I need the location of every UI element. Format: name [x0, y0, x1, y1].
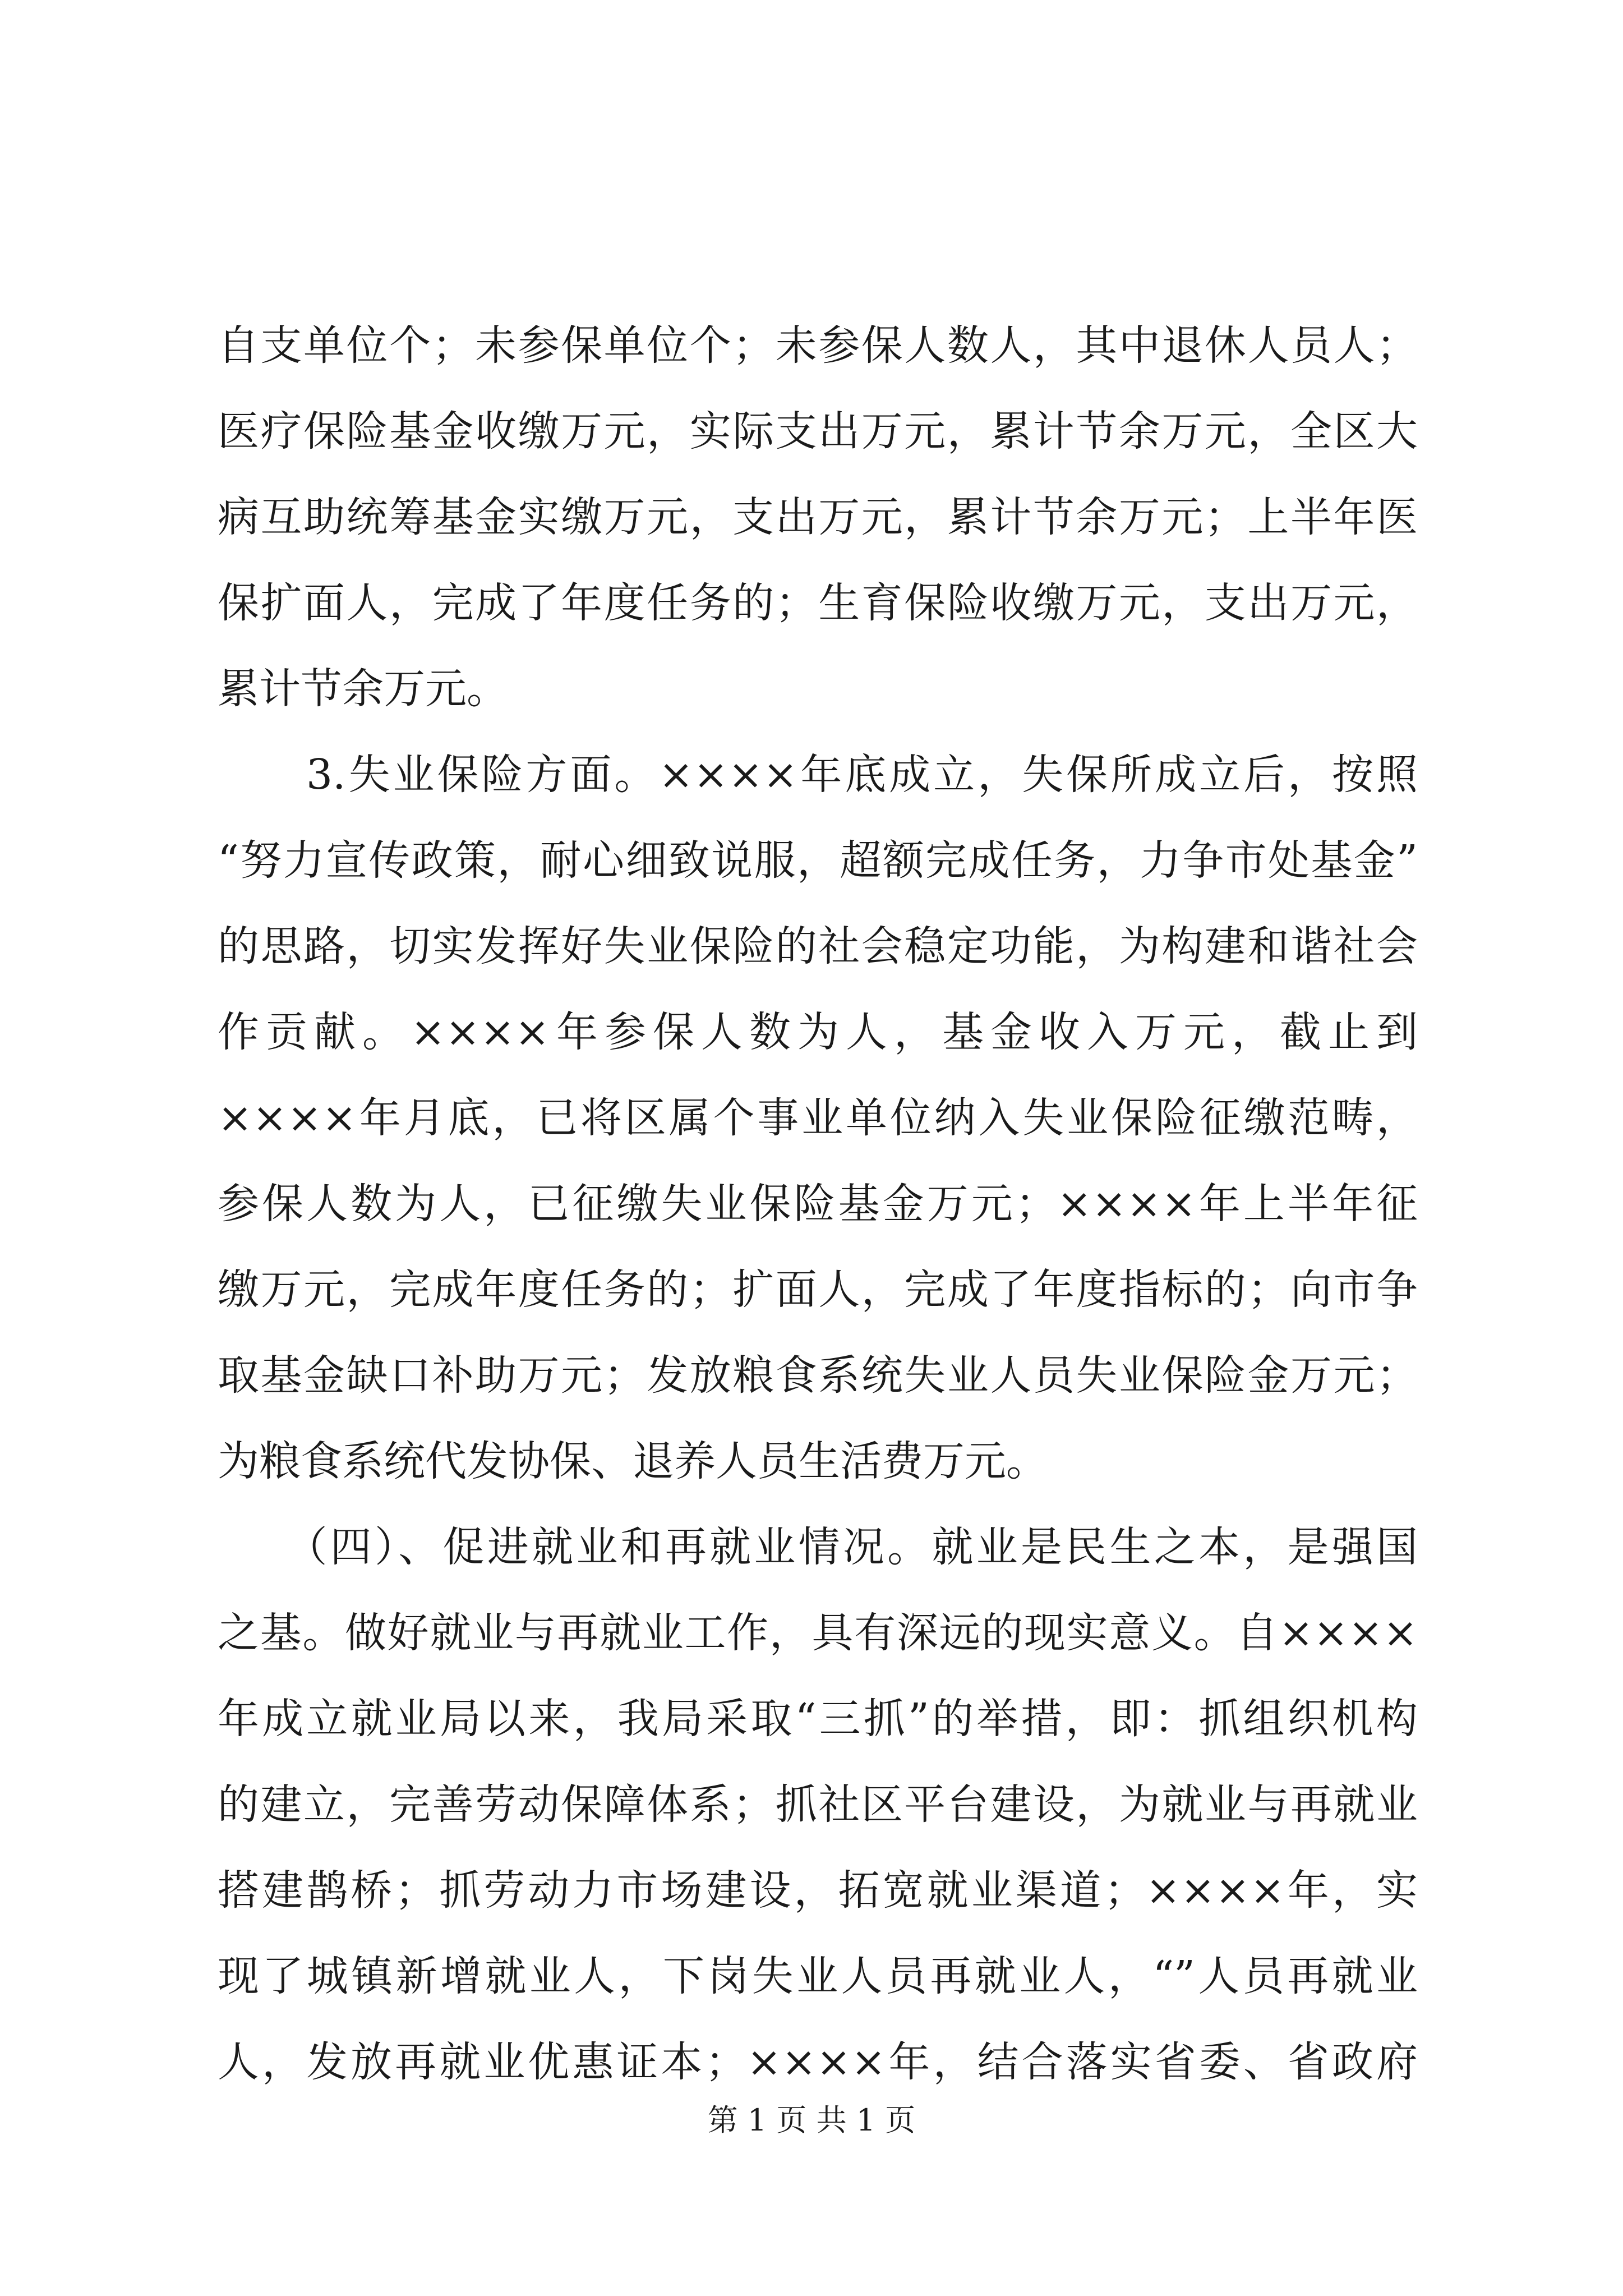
text-line: 作贡献。××××年参保人数为人，基金收入万元，截止到 — [218, 1008, 1418, 1056]
body-text — [218, 303, 1418, 2105]
text-line: “努力宣传政策，耐心细致说服，超额完成任务，力争市处基金” — [218, 836, 1418, 885]
text-line: 年成立就业局以来，我局采取“三抓”的举措，即：抓组织机构 — [218, 1695, 1418, 1743]
text-line: 参保人数为人，已征缴失业保险基金万元；××××年上半年征 — [218, 1180, 1418, 1228]
text-line: ××××年月底，已将区属个事业单位纳入失业保险征缴范畴， — [218, 1094, 1418, 1142]
text-line: 人，发放再就业优惠证本；××××年，结合落实省委、省政府 — [218, 2038, 1418, 2086]
text-line: 病互助统筹基金实缴万元，支出万元，累计节余万元；上半年医 — [218, 493, 1418, 541]
text-line: 自支单位个；未参保单位个；未参保人数人，其中退休人员人； — [218, 321, 1418, 370]
text-line: 3.失业保险方面。××××年底成立，失保所成立后，按照 — [218, 751, 1418, 799]
text-line: 累计节余万元。 — [218, 665, 508, 713]
text-line: （四）、促进就业和再就业情况。就业是民生之本，是强国 — [218, 1523, 1418, 1571]
text-line: 的思路，切实发挥好失业保险的社会稳定功能，为构建和谐社会 — [218, 922, 1418, 970]
text-line: 之基。做好就业与再就业工作，具有深远的现实意义。自×××× — [218, 1609, 1418, 1657]
page-footer: 第 1 页 共 1 页 — [707, 2102, 916, 2138]
text-line: 医疗保险基金收缴万元，实际支出万元，累计节余万元，全区大 — [218, 407, 1418, 455]
text-line: 为粮食系统代发协保、退养人员生活费万元。 — [218, 1437, 1048, 1485]
text-line: 的建立，完善劳动保障体系；抓社区平台建设，为就业与再就业 — [218, 1780, 1418, 1829]
text-line: 搭建鹊桥；抓劳动力市场建设，拓宽就业渠道；××××年，实 — [218, 1866, 1418, 1915]
text-line: 取基金缺口补助万元；发放粮食系统失业人员失业保险金万元； — [218, 1351, 1418, 1400]
text-line: 缴万元，完成年度任务的；扩面人，完成了年度指标的；向市争 — [218, 1266, 1418, 1314]
text-line: 现了城镇新增就业人，下岗失业人员再就业人，“”人员再就业 — [218, 1952, 1418, 2000]
text-line: 保扩面人，完成了年度任务的；生育保险收缴万元，支出万元， — [218, 579, 1418, 627]
